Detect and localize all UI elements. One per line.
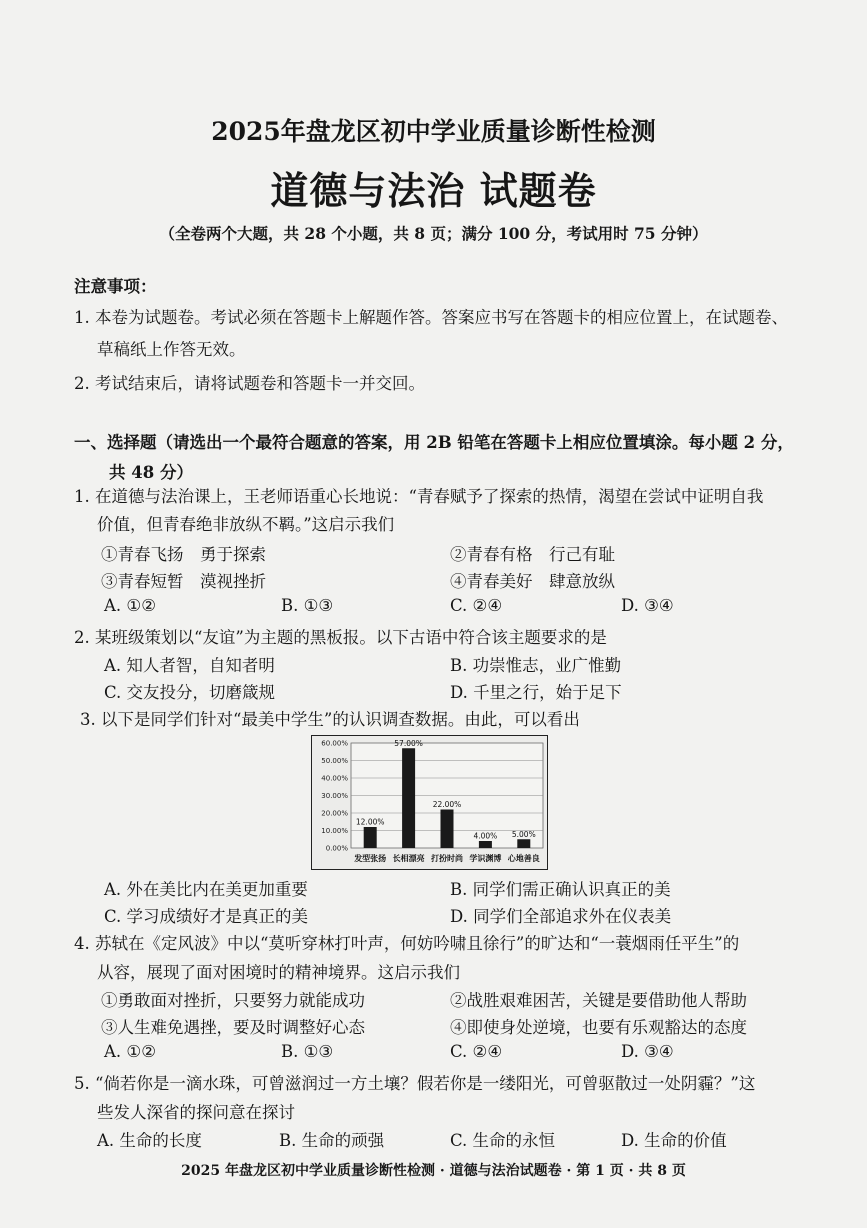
- bar-chart-svg: [311, 735, 548, 870]
- question-3-option-c: C. 学习成绩好才是真正的美: [104, 907, 309, 926]
- question-4-stem: 4. 苏轼在《定风波》中以“莫听穿林打叶声，何妨吟啸且徐行”的旷达和“一蓑烟雨任平生”的: [74, 934, 740, 953]
- x-tick-label: 学识渊博: [469, 854, 502, 863]
- question-3-option-d: D. 同学们全部追求外在仪表美: [450, 907, 672, 926]
- question-1-statement-1: ①青春飞扬 勇于探索: [101, 545, 266, 564]
- x-tick-label: 打扮时尚: [431, 854, 463, 863]
- y-tick-label: 40.00%: [321, 774, 348, 783]
- x-tick-label: 长相漂亮: [392, 854, 425, 863]
- question-4-option-b: B. ①③: [281, 1042, 334, 1061]
- x-tick-label: 心地善良: [507, 854, 540, 863]
- y-tick-label: 20.00%: [321, 809, 348, 818]
- question-4-option-a: A. ①②: [104, 1042, 156, 1061]
- question-5-stem: 5. “倘若你是一滴水珠，可曾滋润过一方土壤？假若你是一缕阳光，可曾驱散过一处阴霾？”这: [74, 1074, 756, 1093]
- data-label: 57.00%: [394, 738, 423, 748]
- y-tick-label: 60.00%: [321, 739, 348, 748]
- question-2-stem: 2. 某班级策划以“友谊”为主题的黑板报。以下古语中符合该主题要求的是: [74, 628, 607, 647]
- question-2-option-d: D. 千里之行，始于足下: [450, 683, 622, 702]
- exam-title: 2025年盘龙区初中学业质量诊断性检测: [211, 117, 656, 146]
- question-5-option-b: B. 生命的顽强: [279, 1131, 385, 1150]
- section-1-heading: 一、选择题（请选出一个最符合题意的答案，用 2B 铅笔在答题卡上相应位置填涂。每小题 2 分，: [74, 433, 794, 452]
- question-1-stem-cont: 价值，但青春绝非放纵不羁。”这启示我们: [97, 515, 395, 534]
- question-2-option-a: A. 知人者智，自知者明: [104, 656, 275, 675]
- question-1-statement-4: ④青春美好 肆意放纵: [450, 572, 615, 591]
- question-3-option-b: B. 同学们需正确认识真正的美: [450, 880, 671, 899]
- question-1-option-d: D. ③④: [621, 596, 674, 615]
- notice-item-1: 1. 本卷为试题卷。考试必须在答题卡上解题作答。答案应书写在答题卡的相应位置上，在试题卷、: [74, 308, 788, 327]
- bar: [441, 810, 454, 849]
- question-1-stem: 1. 在道德与法治课上，王老师语重心长地说：“青春赋予了探索的热情，渴望在尝试中证明自我: [74, 487, 764, 506]
- question-3-stem: 3. 以下是同学们针对“最美中学生”的认识调查数据。由此，可以看出: [80, 710, 580, 729]
- notice-item-2: 2. 考试结束后，请将试题卷和答题卡一并交回。: [74, 374, 425, 393]
- exam-info: （全卷两个大题，共 28 个小题，共 8 页；满分 100 分，考试用时 75 分钟）: [159, 224, 708, 243]
- question-4-stem-cont: 从容，展现了面对困境时的精神境界。这启示我们: [97, 963, 460, 982]
- y-tick-label: 50.00%: [321, 757, 348, 765]
- question-5-option-a: A. 生命的长度: [97, 1131, 202, 1150]
- notice-heading: 注意事项：: [74, 277, 157, 296]
- question-4-statement-2: ②战胜艰难困苦，关键是要借助他人帮助: [450, 991, 747, 1010]
- question-5-stem-cont: 些发人深省的探问意在探讨: [97, 1103, 295, 1122]
- y-tick-label: 10.00%: [321, 827, 348, 835]
- question-1-statement-3: ③青春短暂 漠视挫折: [101, 572, 266, 591]
- question-1-option-c: C. ②④: [450, 596, 503, 615]
- question-2-option-c: C. 交友投分，切磨箴规: [104, 683, 276, 702]
- y-tick-label: 30.00%: [321, 792, 348, 800]
- bar: [517, 839, 530, 848]
- question-5-option-d: D. 生命的价值: [621, 1131, 727, 1150]
- question-1-option-b: B. ①③: [281, 596, 334, 615]
- question-4-option-d: D. ③④: [621, 1042, 674, 1061]
- bar: [364, 827, 377, 848]
- data-label: 5.00%: [511, 829, 536, 839]
- survey-bar-chart: [311, 735, 548, 870]
- question-1-option-a: A. ①②: [104, 596, 156, 615]
- exam-subtitle: 道德与法治 试题卷: [270, 168, 597, 213]
- x-tick-label: 发型张扬: [354, 854, 387, 863]
- y-tick-label: 0.00%: [325, 844, 348, 853]
- question-4-statement-4: ④即使身处逆境，也要有乐观豁达的态度: [450, 1018, 747, 1037]
- question-1-statement-2: ②青春有格 行己有耻: [450, 545, 615, 564]
- question-4-statement-1: ①勇敢面对挫折，只要努力就能成功: [101, 991, 365, 1010]
- question-5-option-c: C. 生命的永恒: [450, 1131, 556, 1150]
- page-footer: 2025 年盘龙区初中学业质量诊断性检测 · 道德与法治试题卷 · 第 1 页 · 共 8 页: [181, 1163, 686, 1179]
- question-4-statement-3: ③人生难免遇挫，要及时调整好心态: [101, 1018, 365, 1037]
- data-label: 4.00%: [473, 831, 498, 841]
- section-1-heading-cont: 共 48 分）: [109, 463, 193, 482]
- data-label: 22.00%: [432, 800, 462, 809]
- question-2-option-b: B. 功崇惟志，业广惟勤: [450, 656, 622, 675]
- data-label: 12.00%: [355, 817, 385, 827]
- notice-item-1-cont: 草稿纸上作答无效。: [97, 340, 246, 359]
- question-4-option-c: C. ②④: [450, 1042, 503, 1061]
- bar: [479, 841, 492, 848]
- bar: [402, 748, 415, 848]
- question-3-option-a: A. 外在美比内在美更加重要: [104, 880, 308, 899]
